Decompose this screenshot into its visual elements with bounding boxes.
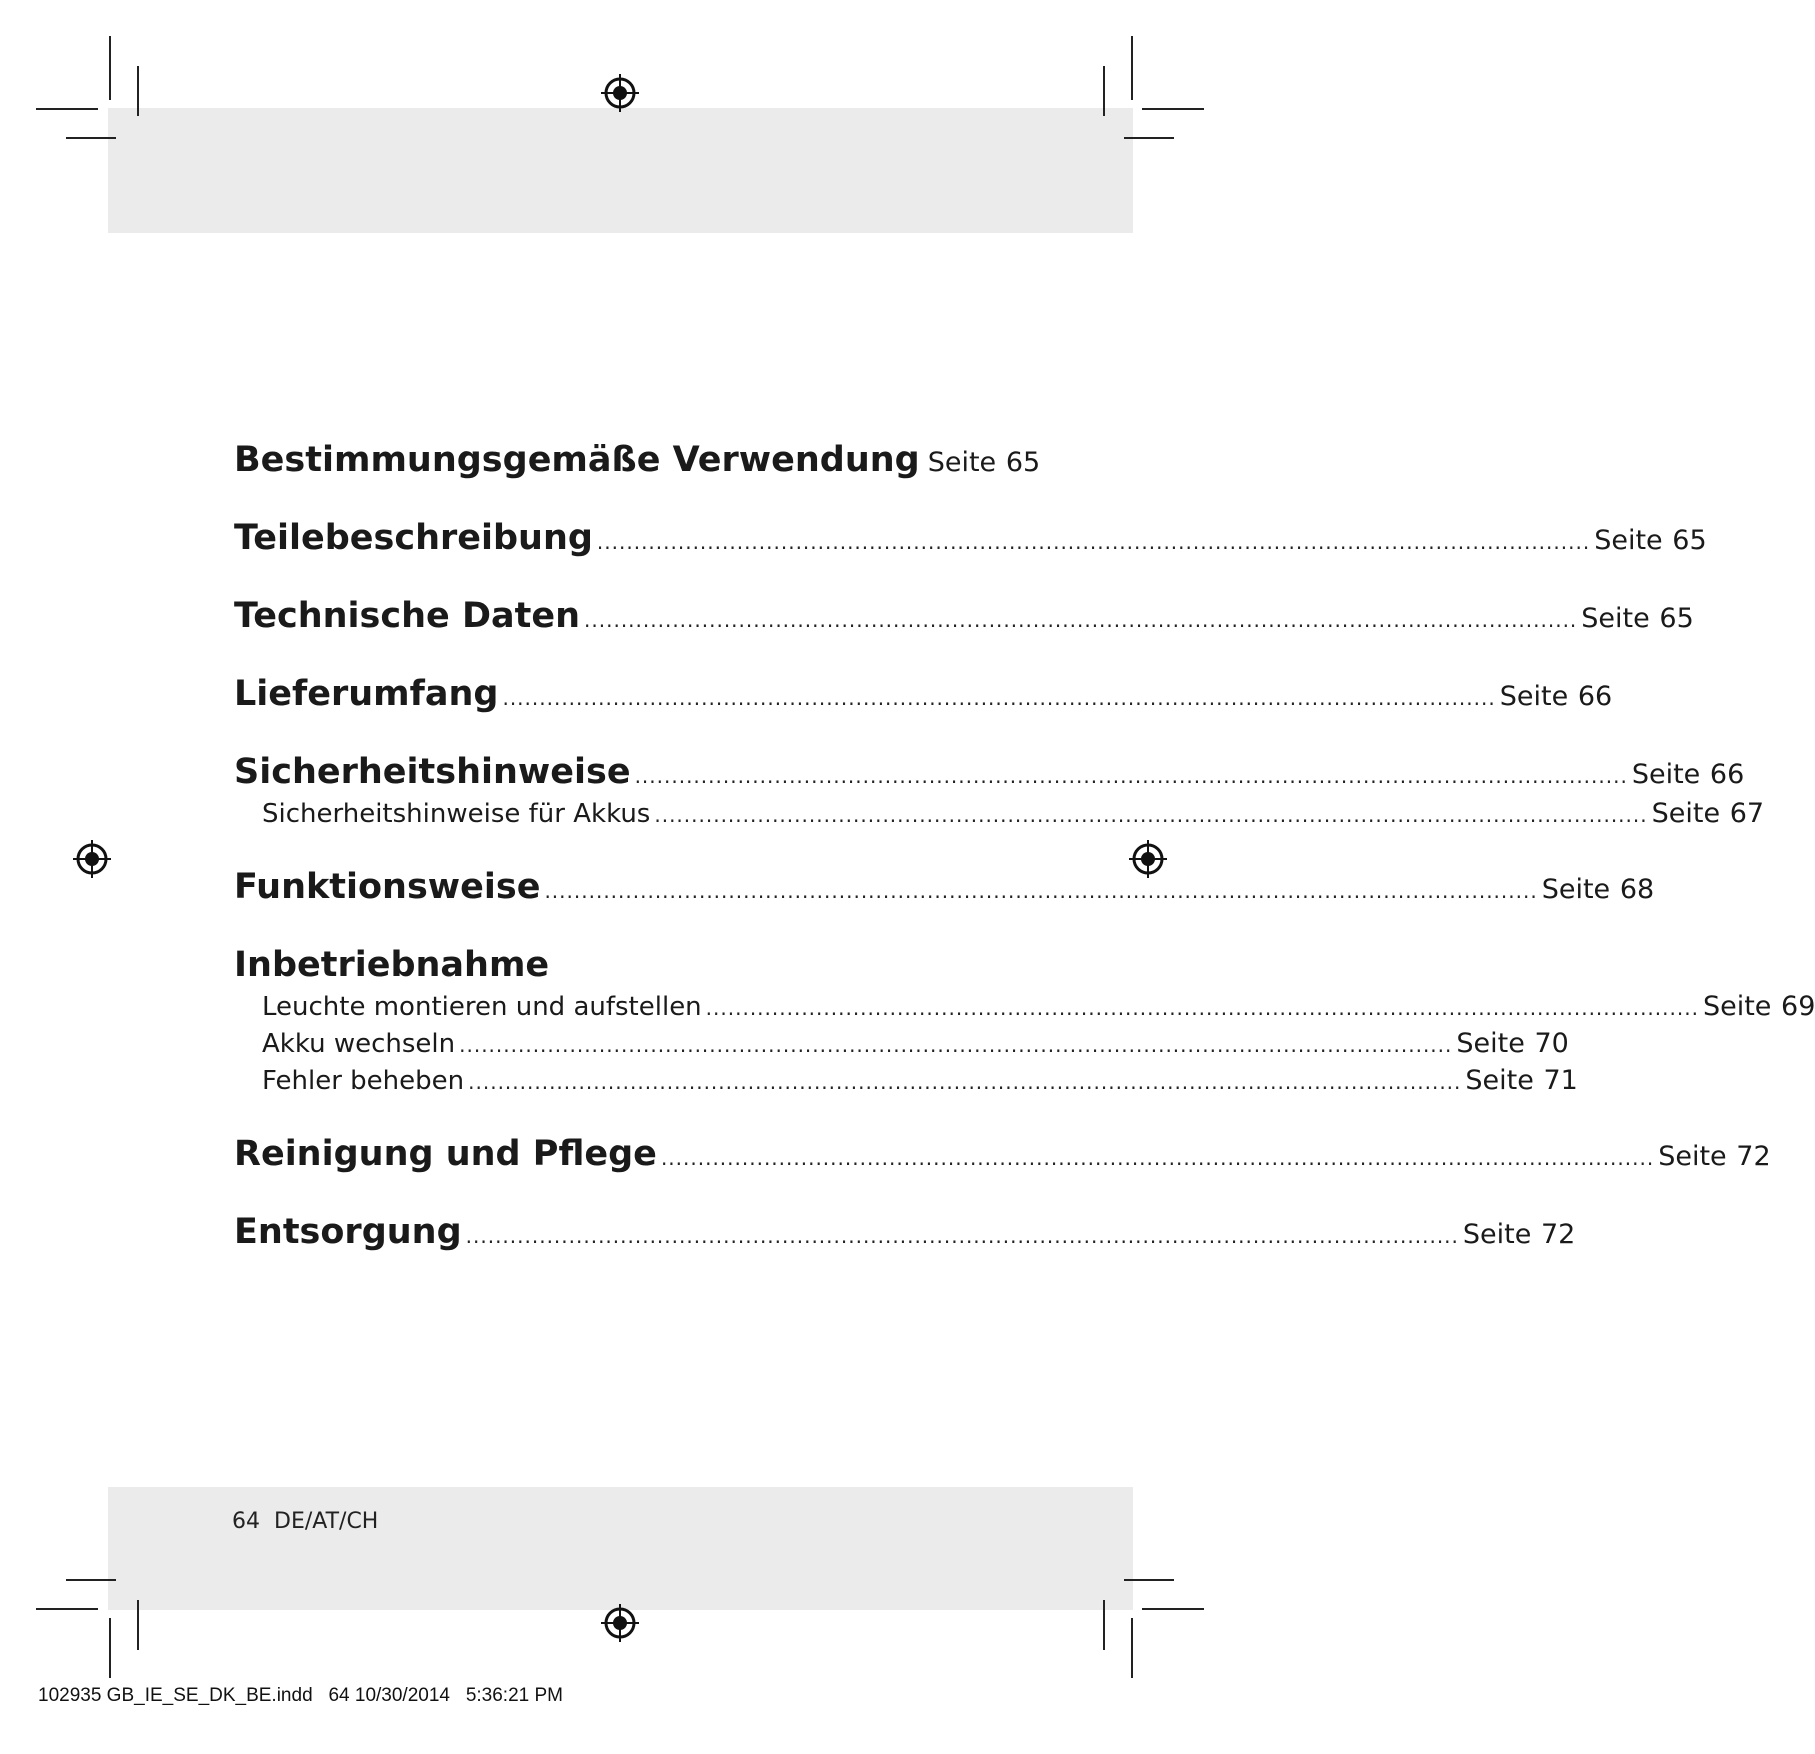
dot-leader: ....................................................................................................................................... [502,686,1496,710]
toc-entry[interactable] [234,1134,1771,1174]
toc-entry-page: 68 [1619,874,1655,905]
toc-entry[interactable] [234,752,1745,792]
print-slug: 102935 GB_IE_SE_DK_BE.indd 64 10/30/2014 5:36:21 PM [38,1685,563,1706]
toc-entry-page: 70 [1534,1028,1569,1059]
toc-entry-title: Inbetriebnahme [234,945,550,985]
table-of-contents [234,440,1815,1252]
page-number: 64 [232,1509,260,1534]
dot-leader: ....................................................................................................................................... [465,1224,1459,1248]
toc-entry-page: 66 [1577,681,1613,712]
toc-entry-title: Lieferumfang [234,674,499,714]
crop-mark [1124,1579,1174,1581]
registration-mark-icon [599,72,641,114]
toc-entry-title: Teilebeschreibung [234,518,593,558]
toc-entry-page: 67 [1729,798,1765,829]
toc-entry-page: 71 [1543,1065,1578,1096]
crop-mark [1142,1608,1204,1610]
crop-mark [1103,1600,1105,1650]
toc-entry[interactable] [234,596,1694,636]
dot-leader: ....................................................................................................................................... [468,1070,1462,1094]
dot-leader: ....................................................................................................................................... [459,1033,1453,1057]
page-footer [232,1509,378,1534]
registration-mark-icon [599,1602,641,1644]
toc-entry-label: Seite [1465,1065,1534,1096]
toc-entry[interactable] [234,518,1707,558]
crop-mark [36,108,98,110]
crop-mark [1131,36,1133,100]
toc-entry-label: Seite [927,447,997,478]
crop-mark [109,36,111,100]
toc-entry-title: Sicherheitshinweise für Akkus [262,799,651,829]
toc-entry[interactable] [234,867,1655,907]
toc-entry-title: Entsorgung [234,1212,462,1252]
crop-mark [137,1600,139,1650]
dot-leader: ....................................................................................................................................... [654,803,1648,827]
toc-entry-page: 65 [1005,447,1041,478]
toc-entry[interactable] [234,1212,1576,1252]
dot-leader: ....................................................................................................................................... [544,879,1538,903]
toc-entry-title: Akku wechseln [262,1029,456,1059]
toc-entry-page: 72 [1541,1219,1576,1250]
toc-entry-title: Technische Daten [234,596,581,636]
toc-entry-label: Seite [1581,603,1650,634]
dot-leader: ....................................................................................................................................... [634,764,1628,788]
toc-entry-label: Seite [1651,798,1721,829]
dot-leader: ....................................................................................................................................... [660,1146,1655,1170]
toc-entry-page: 66 [1709,759,1745,790]
toc-entry-label: Seite [1462,1219,1532,1250]
toc-entry-label: Seite [1541,874,1611,905]
registration-mark-icon [71,838,113,880]
toc-entry-title: Funktionsweise [234,867,541,907]
toc-entry-page: 72 [1736,1141,1771,1172]
toc-entry-label: Seite [1594,525,1663,556]
toc-entry-page: 65 [1659,603,1694,634]
toc-entry-title: Bestimmungsgemäße Verwendung [234,440,920,480]
header-band [108,108,1133,233]
crop-mark [1131,1618,1133,1678]
crop-mark [109,1618,111,1678]
toc-entry-label: Seite [1702,991,1772,1022]
crop-mark [1103,66,1105,116]
footer-band [108,1487,1133,1610]
toc-entry[interactable] [234,945,1002,985]
dot-leader: ....................................................................................................................................... [596,530,1591,554]
crop-mark [1142,108,1204,110]
toc-entry[interactable] [234,440,1041,480]
crop-mark [1124,137,1174,139]
crop-mark [137,66,139,116]
toc-entry-page: 69 [1781,991,1815,1022]
toc-subentry[interactable] [234,1065,1578,1096]
dot-leader: ....................................................................................................................................... [584,608,1578,632]
region-code: DE/AT/CH [274,1509,379,1534]
registration-mark-icon [1127,838,1169,880]
toc-subentry[interactable] [234,1028,1569,1059]
toc-entry-label: Seite [1631,759,1701,790]
toc-subentry[interactable] [234,798,1765,829]
toc-entry-title: Leuchte montieren und aufstellen [262,992,702,1022]
crop-mark [36,1608,98,1610]
toc-entry-label: Seite [1499,681,1569,712]
toc-entry-title: Sicherheitshinweise [234,752,631,792]
toc-entry-label: Seite [1456,1028,1525,1059]
crop-mark [66,137,116,139]
toc-entry-page: 65 [1672,525,1707,556]
dot-leader: ....................................................................................................................................... [705,996,1699,1020]
toc-entry-title: Reinigung und Pflege [234,1134,657,1174]
crop-mark [66,1579,116,1581]
toc-entry-title: Fehler beheben [262,1066,465,1096]
toc-entry[interactable] [234,674,1613,714]
toc-subentry[interactable] [234,991,1815,1022]
toc-entry-label: Seite [1658,1141,1727,1172]
